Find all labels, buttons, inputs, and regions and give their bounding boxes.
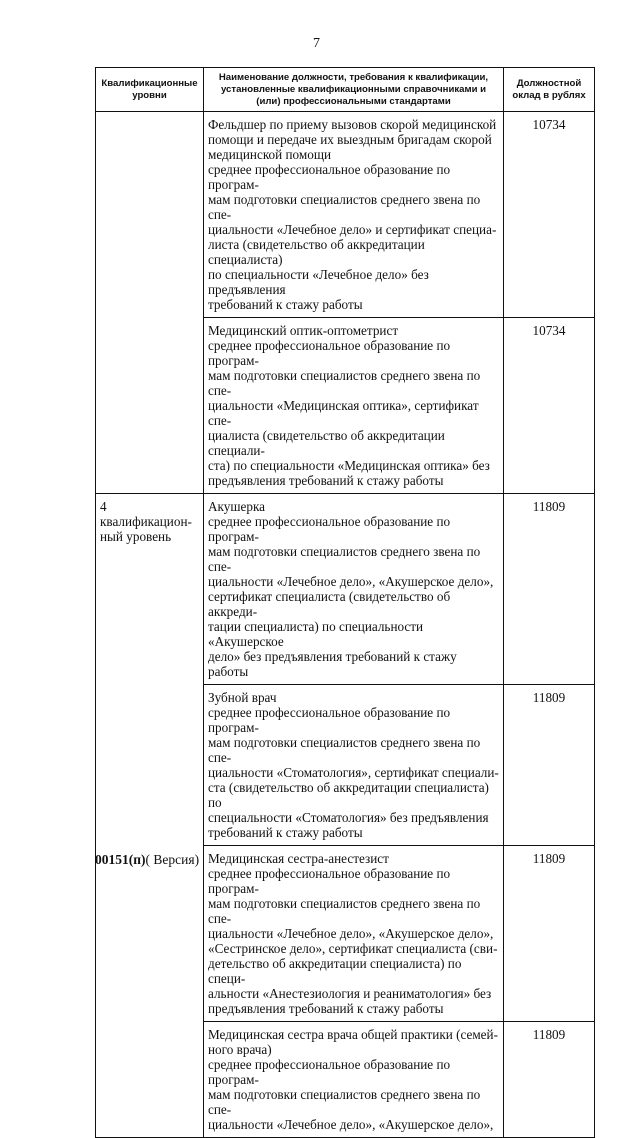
position-requirements: среднее профессиональное образование по програм- мам подготовки специалистов среднего звена по спе- циальности «Лечебное дело», «Акушерское дело», сертификат специалиста (свидетельство об аккреди- тации специалиста) по специальности «Акушерское дело» без предъявления требований к стажу работы xyxy=(208,514,494,679)
qualification-table xyxy=(95,67,595,1138)
position-cell xyxy=(204,112,504,318)
position-title: Акушерка xyxy=(208,499,265,514)
header-salary: Должностной оклад в рублях xyxy=(504,68,595,112)
salary-cell: 11809 xyxy=(504,846,595,1022)
position-title: Зубной врач xyxy=(208,690,277,705)
salary-cell: 10734 xyxy=(504,318,595,494)
document-code: 00151(п) xyxy=(95,852,146,867)
position-requirements: среднее профессиональное образование по програм- мам подготовки специалистов среднего звена по спе- циальности «Лечебное дело», «Акушерское дело», xyxy=(208,1057,494,1132)
level-cell: 4 квалификацион- ный уровень xyxy=(96,494,204,1138)
table-row xyxy=(96,494,595,685)
page-number: 7 xyxy=(313,36,320,51)
position-requirements: среднее профессиональное образование по програм- мам подготовки специалистов среднего звена по спе- циальности «Лечебное дело» и сертификат специа- листа (свидетельство об аккредитации специалиста) по специальности «Лечебное дело» без предъявления требований к стажу работы xyxy=(208,162,497,312)
table-header-row xyxy=(96,68,595,112)
header-level: Квалификационные уровни xyxy=(96,68,204,112)
salary-cell: 11809 xyxy=(504,1022,595,1138)
position-cell xyxy=(204,1022,504,1138)
position-title: Медицинская сестра-анестезист xyxy=(208,851,389,866)
document-version: ( Версия) xyxy=(145,852,200,867)
document-footer xyxy=(95,852,199,868)
position-cell xyxy=(204,494,504,685)
position-title: Фельдшер по приему вызовов скорой медицинской помощи и передаче их выездным бригадам скорой медицинской помощи xyxy=(208,117,497,162)
position-requirements: среднее профессиональное образование по програм- мам подготовки специалистов среднего звена по спе- циальности «Стоматология», сертификат специали- ста (свидетельство об аккредитации специалиста) по специальности «Стоматология» без предъявления требований к стажу работы xyxy=(208,705,499,840)
position-title: Медицинский оптик-оптометрист xyxy=(208,323,399,338)
position-requirements: среднее профессиональное образование по програм- мам подготовки специалистов среднего звена по спе- циальности «Медицинская оптика», сертификат спе- циалиста (свидетельство об аккредитации специали- ста) по специальности «Медицинская оптика» без предъявления требований к стажу работы xyxy=(208,338,490,488)
salary-cell: 11809 xyxy=(504,685,595,846)
header-position: Наименование должности, требования к квалификации, установленные квалификационными справочниками и (или) профессиональными стандартами xyxy=(204,68,504,112)
position-cell xyxy=(204,685,504,846)
salary-cell: 10734 xyxy=(504,112,595,318)
table-row xyxy=(96,112,595,318)
position-cell xyxy=(204,318,504,494)
salary-cell: 11809 xyxy=(504,494,595,685)
position-cell xyxy=(204,846,504,1022)
position-requirements: среднее профессиональное образование по програм- мам подготовки специалистов среднего звена по спе- циальности «Лечебное дело», «Акушерское дело», «Сестринское дело», сертификат специалиста (сви- детельство об аккредитации специалиста) по специ- альности «Анестезиология и реаниматология» без предъявления требований к стажу работы xyxy=(208,866,498,1016)
position-title: Медицинская сестра врача общей практики (семей- ного врача) xyxy=(208,1027,498,1057)
level-cell xyxy=(96,112,204,494)
